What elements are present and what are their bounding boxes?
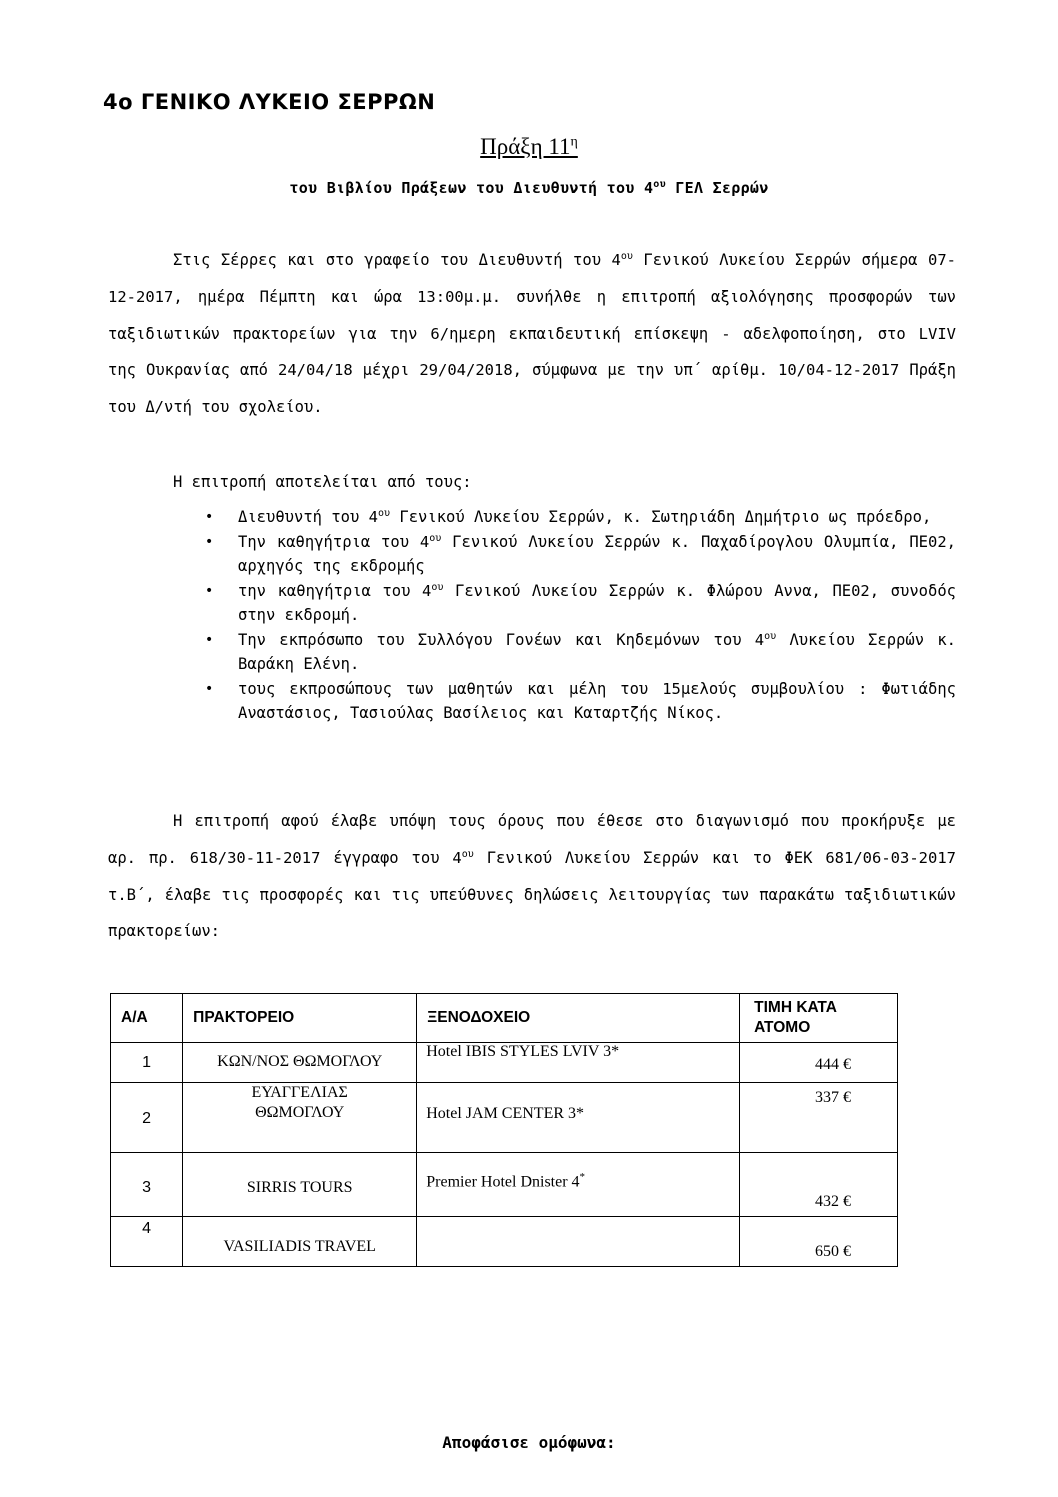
col-header-hotel: ΞΕΝΟΔΟΧΕΙΟ (417, 994, 740, 1043)
table-row (111, 1153, 898, 1217)
table-header-row (111, 994, 898, 1043)
subtitle-post: ΓΕΛ Σερρών (665, 179, 769, 197)
offers-table (110, 993, 898, 1267)
para2-part1: Η επιτροπή αφού έλαβε υπόψη τους όρους που έθεσε στο διαγωνισμό που προκήρυξε με αρ. πρ. 618/30-11-2017 έγγραφο του 4 (108, 812, 956, 867)
cell-agency: ΕΥΑΓΓΕΛΙΑΣ ΘΩΜΟΓΛΟΥ (183, 1083, 417, 1153)
cell-hotel (417, 1217, 740, 1267)
para2-sup: ου (461, 848, 474, 860)
cell-price: 444 € (740, 1043, 898, 1083)
act-title (0, 134, 1058, 160)
cell-aa: 3 (111, 1153, 183, 1217)
cell-price: 650 € (740, 1217, 898, 1267)
table-row (111, 1083, 898, 1153)
list-item: • Την καθηγήτρια του $4^{o\upsilon}$ Γενικού Λυκείου Σερρών κ. Παχαδίρογλου Ολυμπία, ΠΕ02, αρχηγός της εκδρομής (205, 530, 956, 579)
cell-hotel: Premier Hotel Dnister 4* (417, 1153, 740, 1217)
offers-paragraph (108, 803, 956, 950)
cell-aa: 4 (111, 1217, 183, 1267)
list-item: • Διευθυντή του $4^{o\upsilon}$ Γενικού Λυκείου Σερρών, κ. Σωτηριάδη Δημήτριο ως πρόεδρο, (205, 505, 956, 530)
cell-agency: SIRRIS TOURS (183, 1153, 417, 1217)
cell-aa: 2 (111, 1083, 183, 1153)
para1-part2: Γενικού Λυκείου Σερρών σήμερα 07-12-2017, ημέρα Πέμπτη και ώρα 13:00μ.μ. συνήλθε η επιτροπή αξιολόγησης προσφορών των ταξιδιωτικών πρακτορείων για την 6/ημερη εκπαιδευτική επίσκεψη - αδελφοποίηση, στο LVIV της Ουκρανίας από 24/04/18 μέχρι 29/04/2018, σύμφωνα με την υπ΄ αρίθμ. 10/04-12-2017 Πράξη του Δ/ντή του σχολείου. (108, 251, 956, 417)
committee-list (205, 505, 956, 726)
para2-part2: Γενικού Λυκείου Σερρών και το ΦΕΚ 681/06-03-2017 τ.Β΄, έλαβε τις προσφορές και τις υπεύθυνες δηλώσεις λειτουργίας των παρακάτω ταξιδιωτικών πρακτορείων: (108, 848, 956, 941)
meeting-paragraph (108, 242, 956, 426)
list-item: • Την εκπρόσωπο του Συλλόγου Γονέων και Κηδεμόνων του $4^{o\upsilon}$ Λυκείου Σερρών κ. Βαράκη Ελένη. (205, 628, 956, 677)
cell-hotel: Hotel JAM CENTER 3* (417, 1083, 740, 1153)
cell-price: 432 € (740, 1153, 898, 1217)
cell-agency: VASILIADIS TRAVEL (183, 1217, 417, 1267)
act-subtitle (0, 179, 1058, 197)
decision-heading: Αποφάσισε ομόφωνα: (442, 1433, 616, 1452)
table-row (111, 1217, 898, 1267)
act-title-sup: η (570, 134, 578, 150)
cell-agency: ΚΩΝ/ΝΟΣ ΘΩΜΟΓΛΟΥ (183, 1043, 417, 1083)
cell-price: 337 € (740, 1083, 898, 1153)
para1-part1: Στις Σέρρες και στο γραφείο του Διευθυντή του 4 (173, 251, 621, 269)
committee-intro: Η επιτροπή αποτελείται από τους: (173, 473, 472, 491)
col-header-aa: Α/Α (111, 994, 183, 1043)
para1-sup: ου (620, 250, 633, 262)
list-item: • την καθηγήτρια του $4^{o\upsilon}$ Γενικού Λυκείου Σερρών κ. Φλώρου Αννα, ΠΕ02, συνοδός στην εκδρομή. (205, 579, 956, 628)
col-header-price: ΤΙΜΗ ΚΑΤΑ ΑΤΟΜΟ (740, 994, 898, 1043)
table-row (111, 1043, 898, 1083)
act-title-text: Πράξη 11 (480, 134, 571, 159)
cell-hotel: Hotel IBIS STYLES LVIV 3* (417, 1043, 740, 1083)
col-header-agency: ΠΡΑΚΤΟΡΕΙΟ (183, 994, 417, 1043)
subtitle-pre: του Βιβλίου Πράξεων του Διευθυντή του 4 (289, 179, 654, 197)
cell-aa: 1 (111, 1043, 183, 1083)
list-item: • τους εκπροσώπους των μαθητών και μέλη του 15μελούς συμβουλίου : Φωτιάδης Αναστάσιος, Τασιούλας Βασίλειος και Καταρτζής Νίκος. (205, 677, 956, 726)
subtitle-sup: ου (653, 179, 666, 190)
school-name: 4ο ΓΕΝΙΚΟ ΛΥΚΕΙΟ ΣΕΡΡΩΝ (103, 90, 436, 114)
